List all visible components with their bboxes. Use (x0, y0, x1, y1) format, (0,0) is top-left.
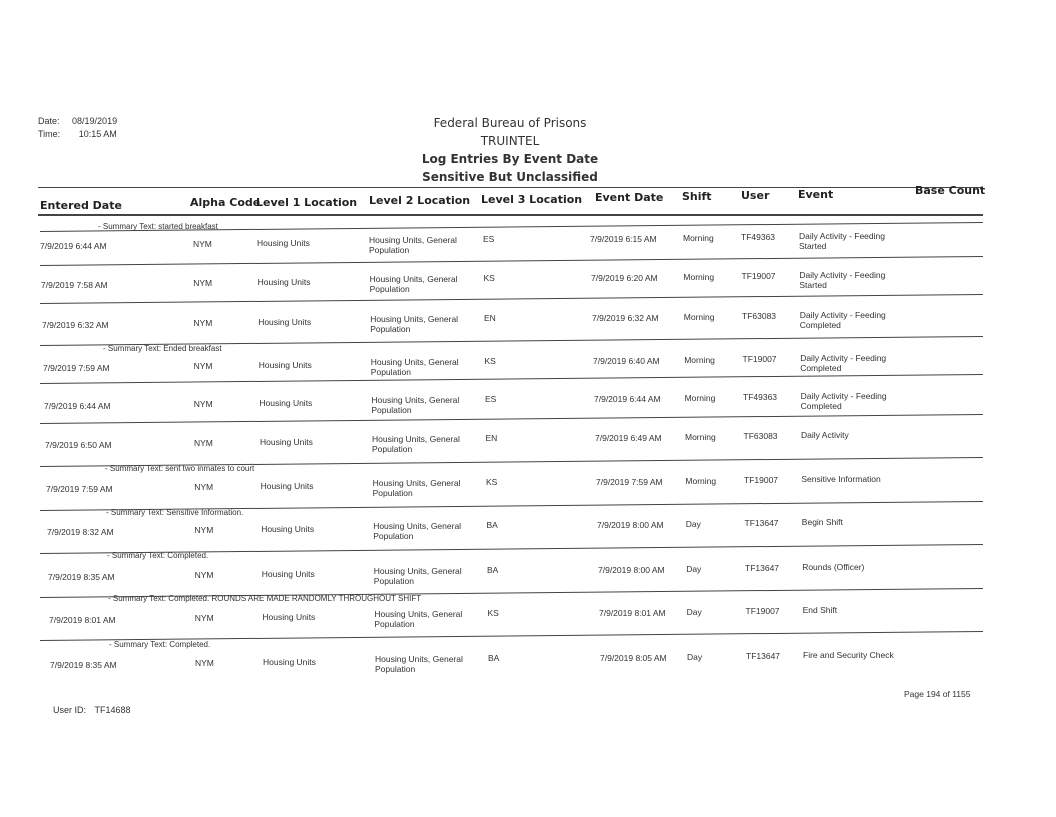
cell-l3: EN (484, 313, 496, 323)
cell-level2 (369, 235, 457, 255)
cell-event (802, 562, 864, 572)
cell-user: TF13647 (746, 651, 781, 661)
cell-event-date: 7/9/2019 6:40 AM (593, 356, 660, 366)
cell-alpha: NYM (195, 658, 214, 668)
cell-entered: 7/9/2019 7:59 AM (46, 484, 113, 494)
event-line2: Completed (800, 401, 842, 411)
cell-user: TF63083 (743, 431, 778, 441)
col-user: User (741, 189, 770, 202)
agency-name: Federal Bureau of Prisons (433, 116, 587, 130)
col-entered-date: Entered Date (40, 199, 122, 212)
col-level1: Level 1 Location (256, 196, 358, 209)
cell-user: TF19007 (745, 606, 780, 616)
cell-l3: EN (485, 433, 498, 443)
col-base-count: Base Count (915, 184, 986, 197)
cell-l1: Housing Units (260, 437, 313, 447)
event-line1: Fire and Security Check (803, 650, 894, 660)
event-line1: Daily Activity - Feeding (799, 231, 885, 241)
level2-line1: Housing Units, General (370, 357, 459, 367)
report-date (38, 116, 117, 126)
level2-line1: Housing Units, General (372, 478, 461, 488)
cell-event (803, 650, 894, 660)
summary-text: - Summary Text: sent two inmates to court (105, 464, 255, 473)
col-event: Event (798, 188, 834, 201)
cell-alpha: NYM (194, 613, 214, 623)
cell-level2 (371, 357, 459, 377)
cell-level2 (374, 566, 462, 586)
cell-l3: KS (484, 356, 496, 366)
cell-alpha: NYM (194, 438, 213, 448)
cell-shift: Morning (684, 355, 715, 365)
entry-rule (40, 256, 983, 266)
cell-shift: Day (687, 652, 703, 662)
user-id-label: User ID: (53, 705, 87, 715)
cell-entered: 7/9/2019 7:59 AM (43, 363, 110, 373)
cell-l3: KS (483, 273, 495, 283)
cell-level2 (372, 434, 460, 454)
event-line2: Completed (800, 363, 842, 373)
cell-l3: KS (486, 477, 498, 487)
level2-line1: Housing Units, General (373, 566, 462, 576)
cell-shift: Morning (683, 272, 715, 282)
report-name: Log Entries By Event Date (421, 152, 599, 166)
cell-l1: Housing Units (263, 657, 316, 667)
cell-event-date: 7/9/2019 8:05 AM (600, 653, 667, 663)
summary-text: - Summary Text: Completed. ROUNDS ARE MADE RANDOMLY THROUGHOUT SHIFT (108, 594, 422, 603)
level2-line1: Housing Units, General (370, 314, 459, 324)
level2-line2: Population (373, 531, 414, 541)
cell-l3: ES (483, 234, 495, 244)
col-shift: Shift (682, 190, 712, 203)
cell-event-date: 7/9/2019 7:59 AM (596, 477, 663, 487)
cell-shift: Morning (685, 432, 716, 442)
level2-line2: Population (370, 367, 411, 377)
level2-line2: Population (375, 664, 416, 674)
level2-line2: Population (373, 576, 414, 586)
cell-user: TF19007 (744, 475, 779, 485)
level2-line2: Population (374, 619, 415, 629)
user-id (53, 705, 131, 715)
cell-event (802, 517, 843, 527)
cell-user: TF63083 (742, 311, 777, 321)
cell-event (803, 605, 838, 615)
event-line1: Daily Activity - Feeding (799, 310, 886, 320)
system-name: TRUINTEL (480, 134, 540, 148)
event-line1: Daily Activity - Feeding (799, 270, 886, 280)
cell-l3: KS (487, 608, 499, 618)
level2-line1: Housing Units, General (374, 609, 463, 619)
time-label: Time: (38, 129, 61, 139)
cell-alpha: NYM (193, 239, 212, 249)
event-line1: Daily Activity - Feeding (800, 353, 887, 363)
cell-level2 (375, 654, 463, 674)
level2-line2: Population (369, 245, 410, 255)
cell-l1: Housing Units (258, 360, 312, 370)
cell-shift: Morning (684, 393, 716, 403)
event-line1: Rounds (Officer) (802, 562, 865, 572)
cell-user: TF13647 (744, 518, 779, 528)
cell-event-date: 7/9/2019 8:00 AM (598, 565, 665, 575)
report-time (38, 129, 117, 139)
summary-text: - Summary Text: started breakfast (98, 222, 218, 231)
classification: Sensitive But Unclassified (422, 170, 598, 184)
entry-rule (40, 414, 983, 424)
summary-text: - Summary Text: Ended breakfast (103, 344, 222, 353)
cell-l1: Housing Units (260, 481, 314, 491)
level2-line2: Population (372, 488, 413, 498)
cell-entered: 7/9/2019 8:32 AM (47, 527, 114, 537)
date-label: Date: (38, 116, 60, 126)
event-line1: End Shift (802, 605, 838, 615)
cell-event-date: 7/9/2019 6:32 AM (592, 313, 659, 323)
cell-level2 (370, 314, 458, 334)
time-value: 10:15 AM (78, 129, 117, 139)
cell-user: TF13647 (745, 563, 780, 573)
cell-event-date: 7/9/2019 6:49 AM (595, 433, 662, 443)
cell-event-date: 7/9/2019 8:00 AM (597, 520, 664, 530)
cell-l3: ES (485, 394, 497, 404)
col-event-date: Event Date (595, 191, 664, 204)
cell-event-date: 7/9/2019 6:15 AM (590, 234, 657, 244)
cell-event-date: 7/9/2019 6:44 AM (594, 394, 661, 404)
cell-event-date: 7/9/2019 6:20 AM (591, 273, 658, 283)
cell-alpha: NYM (193, 318, 213, 328)
cell-entered: 7/9/2019 8:35 AM (48, 572, 115, 582)
cell-shift: Day (685, 519, 701, 529)
cell-l3: BA (488, 653, 500, 663)
cell-entered: 7/9/2019 6:50 AM (45, 440, 112, 450)
cell-event (801, 391, 887, 411)
header-bottom-rule (38, 214, 983, 216)
event-line1: Begin Shift (801, 517, 843, 527)
cell-alpha: NYM (194, 570, 214, 580)
report-title (380, 114, 640, 186)
col-level2: Level 2 Location (369, 194, 471, 207)
cell-event (801, 430, 849, 440)
cell-event (799, 270, 885, 290)
header-top-rule (38, 187, 983, 188)
col-level3: Level 3 Location (481, 193, 583, 206)
cell-shift: Morning (683, 233, 714, 243)
level2-line1: Housing Units, General (369, 274, 458, 284)
cell-l1: Housing Units (259, 398, 313, 408)
level2-line2: Population (370, 324, 411, 334)
cell-level2 (373, 521, 461, 541)
cell-l1: Housing Units (258, 317, 312, 327)
cell-alpha: NYM (194, 525, 214, 535)
cell-l1: Housing Units (261, 569, 315, 579)
cell-user: TF19007 (742, 354, 777, 364)
entry-rule (40, 374, 983, 384)
cell-level2 (370, 274, 458, 294)
level2-line2: Population (372, 444, 413, 454)
user-id-value: TF14688 (94, 705, 131, 715)
level2-line1: Housing Units, General (373, 521, 462, 531)
summary-text: - Summary Text: Sensitive Information. (106, 508, 244, 517)
cell-entered: 7/9/2019 6:44 AM (40, 241, 107, 251)
level2-line1: Housing Units, General (372, 434, 460, 444)
cell-alpha: NYM (194, 482, 214, 492)
cell-entered: 7/9/2019 8:35 AM (50, 660, 117, 670)
cell-event (800, 353, 886, 373)
cell-entered: 7/9/2019 7:58 AM (41, 280, 108, 290)
date-value: 08/19/2019 (72, 116, 118, 126)
cell-event (801, 474, 880, 484)
cell-shift: Day (686, 607, 702, 617)
cell-event (800, 310, 886, 330)
event-line1: Sensitive Information (801, 474, 881, 484)
cell-alpha: NYM (193, 278, 213, 288)
cell-shift: Morning (685, 476, 717, 486)
cell-user: TF49363 (741, 232, 776, 242)
level2-line1: Housing Units, General (375, 654, 463, 664)
cell-shift: Morning (683, 312, 715, 322)
cell-l1: Housing Units (257, 277, 311, 287)
cell-shift: Day (686, 564, 702, 574)
entry-rule (40, 294, 983, 304)
event-line1: Daily Activity (801, 430, 849, 440)
event-line2: Started (799, 280, 827, 290)
cell-event (799, 231, 885, 251)
summary-text: - Summary Text: Completed. (109, 640, 211, 649)
cell-user: TF19007 (741, 271, 776, 281)
cell-level2 (373, 478, 461, 498)
cell-l1: Housing Units (261, 524, 315, 534)
cell-l3: BA (486, 520, 498, 530)
cell-event-date: 7/9/2019 8:01 AM (599, 608, 666, 618)
cell-level2 (374, 609, 462, 629)
col-alpha-code: Alpha Code (190, 196, 261, 209)
cell-level2 (371, 395, 459, 415)
level2-line1: Housing Units, General (369, 235, 457, 245)
event-line2: Started (799, 241, 827, 251)
cell-entered: 7/9/2019 6:32 AM (42, 320, 109, 330)
cell-user: TF49363 (743, 392, 778, 402)
cell-l1: Housing Units (262, 612, 316, 622)
level2-line1: Housing Units, General (371, 395, 460, 405)
page-number: Page 194 of 1155 (904, 689, 971, 699)
cell-alpha: NYM (193, 399, 213, 409)
cell-entered: 7/9/2019 8:01 AM (49, 615, 116, 625)
cell-l1: Housing Units (257, 238, 310, 248)
cell-l3: BA (487, 565, 499, 575)
summary-text: - Summary Text: Completed. (107, 551, 209, 560)
level2-line2: Population (369, 284, 410, 294)
cell-entered: 7/9/2019 6:44 AM (44, 401, 111, 411)
event-line1: Daily Activity - Feeding (800, 391, 887, 401)
level2-line2: Population (371, 405, 412, 415)
cell-alpha: NYM (193, 361, 213, 371)
event-line2: Completed (799, 320, 841, 330)
